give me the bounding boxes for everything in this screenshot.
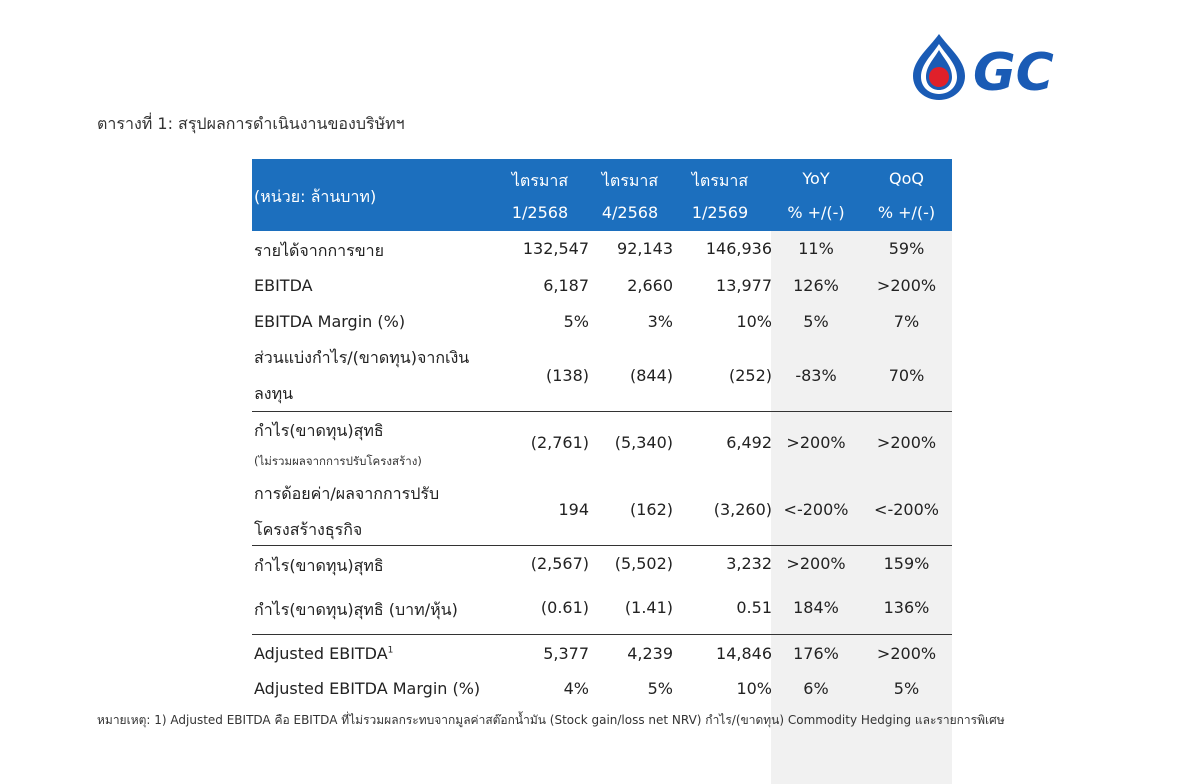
row-label-revenue: รายได้จากการขาย bbox=[254, 241, 384, 260]
footnote: หมายเหตุ: 1) Adjusted EBITDA คือ EBITDA ที่ไม่รวมผลกระทบจากมูลค่าสต๊อกน้ำมัน (Stock gain/loss net NRV) กำไร/(ขาดทุน) Commodity Hedging และรายการพิเศษ bbox=[97, 713, 1005, 727]
row-label-share-of-profit-line2: ลงทุน bbox=[254, 384, 294, 403]
gc-logo bbox=[905, 30, 1100, 102]
cell-net-profit-qoq: 159% bbox=[883, 554, 930, 573]
cell-net-profit-q1-2568: (2,567) bbox=[530, 554, 589, 573]
cell-adjusted-ebitda-q1-2569: 14,846 bbox=[716, 644, 772, 663]
cell-adjusted-ebitda-q4-2568: 4,239 bbox=[627, 644, 673, 663]
cell-ebitda-margin-qoq: 7% bbox=[893, 312, 920, 331]
col-header-q4-2568-line2: 4/2568 bbox=[601, 203, 659, 222]
cell-revenue-q4-2568: 92,143 bbox=[617, 239, 673, 258]
col-header-q1-2568-line2: 1/2568 bbox=[511, 203, 569, 222]
cell-net-profit-excl-q1-2569: 6,492 bbox=[726, 433, 772, 452]
cell-ebitda-yoy: 126% bbox=[793, 276, 839, 295]
cell-eps-q4-2568: (1.41) bbox=[624, 598, 673, 617]
cell-ebitda-q4-2568: 2,660 bbox=[627, 276, 673, 295]
cell-ebitda-qoq: >200% bbox=[876, 276, 937, 295]
cell-adjusted-ebitda-margin-yoy: 6% bbox=[803, 679, 829, 698]
cell-impairment-q4-2568: (162) bbox=[629, 500, 673, 519]
cell-net-profit-excl-qoq: >200% bbox=[876, 433, 937, 452]
table-header bbox=[252, 159, 952, 231]
page-title: ตารางที่ 1: สรุปผลการดำเนินงานของบริษัทฯ bbox=[97, 114, 405, 133]
cell-ebitda-margin-yoy: 5% bbox=[803, 312, 829, 331]
cell-adjusted-ebitda-margin-q4-2568: 5% bbox=[647, 679, 673, 698]
cell-revenue-qoq: 59% bbox=[888, 239, 925, 258]
col-header-yoy-line2: % +/(-) bbox=[787, 203, 845, 222]
divider-line bbox=[252, 545, 952, 546]
row-label-impairment-line2: โครงสร้างธุรกิจ bbox=[254, 520, 363, 539]
gc-logo-mark bbox=[905, 30, 1100, 102]
cell-revenue-q1-2569: 146,936 bbox=[705, 239, 772, 258]
cell-ebitda-q1-2569: 13,977 bbox=[716, 276, 772, 295]
col-header-q4-2568-line1: ไตรมาส bbox=[601, 171, 659, 190]
adjusted-ebitda-label-text: Adjusted EBITDA bbox=[254, 644, 388, 663]
col-header-q1-2569-line2: 1/2569 bbox=[691, 203, 749, 222]
cell-eps-q1-2568: (0.61) bbox=[540, 598, 589, 617]
cell-ebitda-q1-2568: 6,187 bbox=[543, 276, 589, 295]
cell-adjusted-ebitda-yoy: 176% bbox=[793, 644, 839, 663]
cell-adjusted-ebitda-margin-qoq: 5% bbox=[893, 679, 920, 698]
cell-share-of-profit-qoq: 70% bbox=[888, 366, 925, 385]
row-label-eps: กำไร(ขาดทุน)สุทธิ (บาท/หุ้น) bbox=[254, 600, 458, 619]
divider-line bbox=[252, 634, 952, 635]
cell-impairment-q1-2568: 194 bbox=[558, 500, 589, 519]
cell-eps-q1-2569: 0.51 bbox=[736, 598, 772, 617]
cell-share-of-profit-q4-2568: (844) bbox=[629, 366, 673, 385]
cell-share-of-profit-yoy: -83% bbox=[795, 366, 837, 385]
cell-revenue-q1-2568: 132,547 bbox=[522, 239, 589, 258]
row-label-share-of-profit: ส่วนแบ่งกำไร/(ขาดทุน)จากเงิน bbox=[254, 348, 470, 367]
cell-share-of-profit-q1-2568: (138) bbox=[545, 366, 589, 385]
cell-ebitda-margin-q1-2569: 10% bbox=[736, 312, 772, 331]
row-label-net-profit: กำไร(ขาดทุน)สุทธิ bbox=[254, 556, 384, 575]
cell-net-profit-excl-q4-2568: (5,340) bbox=[614, 433, 673, 452]
row-label-ebitda: EBITDA bbox=[254, 276, 313, 295]
col-header-qoq-line2: % +/(-) bbox=[877, 203, 936, 222]
cell-impairment-yoy: <-200% bbox=[783, 500, 849, 519]
cell-revenue-yoy: 11% bbox=[798, 239, 834, 258]
col-header-q1-2568-line1: ไตรมาส bbox=[511, 171, 569, 190]
row-label-net-profit-excl-restructuring: กำไร(ขาดทุน)สุทธิ bbox=[254, 421, 384, 440]
row-label-adjusted-ebitda-margin: Adjusted EBITDA Margin (%) bbox=[254, 679, 481, 698]
row-label-ebitda-margin: EBITDA Margin (%) bbox=[254, 312, 406, 331]
unit-label: (หน่วย: ล้านบาท) bbox=[254, 187, 377, 206]
cell-net-profit-excl-q1-2568: (2,761) bbox=[530, 433, 589, 452]
cell-ebitda-margin-q1-2568: 5% bbox=[563, 312, 589, 331]
gc-logo-text: GC bbox=[973, 43, 1054, 102]
col-header-q1-2569-line1: ไตรมาส bbox=[691, 171, 749, 190]
cell-adjusted-ebitda-qoq: >200% bbox=[876, 644, 937, 663]
col-header-qoq-line1: QoQ bbox=[889, 169, 924, 188]
cell-impairment-qoq: <-200% bbox=[874, 500, 939, 519]
cell-net-profit-yoy: >200% bbox=[786, 554, 846, 573]
cell-eps-qoq: 136% bbox=[883, 598, 930, 617]
cell-ebitda-margin-q4-2568: 3% bbox=[647, 312, 673, 331]
cell-adjusted-ebitda-q1-2568: 5,377 bbox=[543, 644, 589, 663]
cell-share-of-profit-q1-2569: (252) bbox=[728, 366, 772, 385]
col-header-yoy-line1: YoY bbox=[802, 169, 830, 188]
cell-adjusted-ebitda-margin-q1-2568: 4% bbox=[563, 679, 589, 698]
row-label-adjusted-ebitda bbox=[254, 644, 393, 663]
divider-line bbox=[252, 411, 952, 412]
cell-adjusted-ebitda-margin-q1-2569: 10% bbox=[736, 679, 772, 698]
row-label-impairment: การด้อยค่า/ผลจากการปรับ bbox=[254, 484, 440, 503]
cell-net-profit-excl-yoy: >200% bbox=[786, 433, 846, 452]
footnote-marker: 1 bbox=[387, 645, 394, 656]
row-sublabel-excl-restructuring: (ไม่รวมผลจากการปรับโครงสร้าง) bbox=[254, 454, 422, 468]
cell-impairment-q1-2569: (3,260) bbox=[713, 500, 772, 519]
cell-net-profit-q1-2569: 3,232 bbox=[726, 554, 772, 573]
cell-eps-yoy: 184% bbox=[793, 598, 839, 617]
cell-net-profit-q4-2568: (5,502) bbox=[614, 554, 673, 573]
